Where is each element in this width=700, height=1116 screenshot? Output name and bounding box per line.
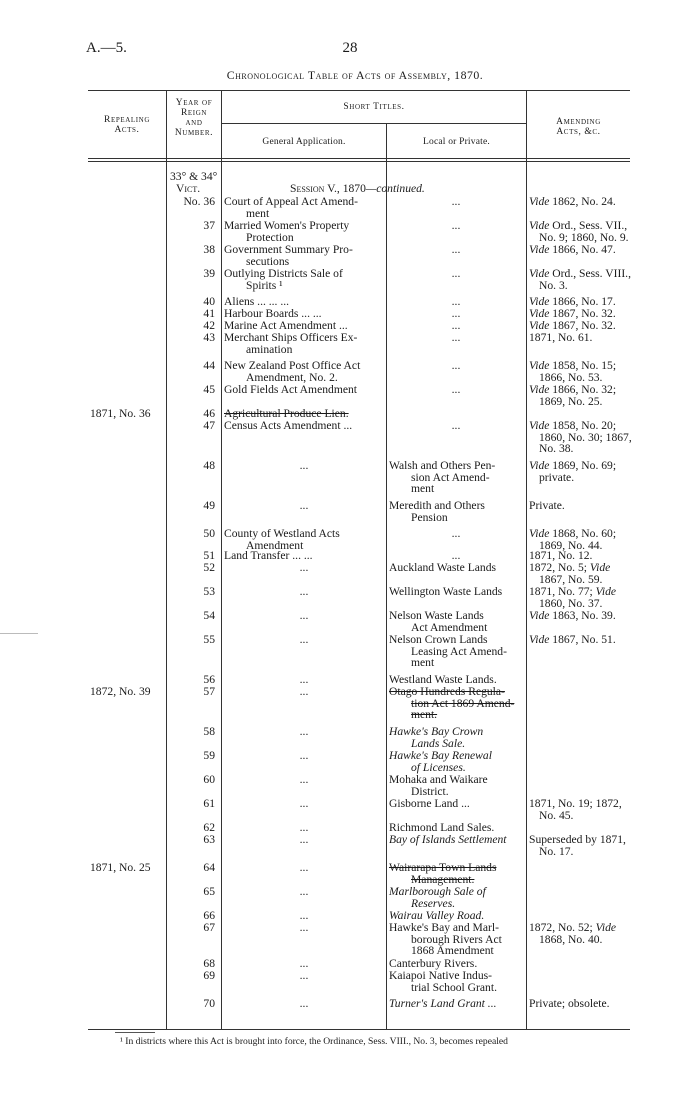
local-title: 1868 Amendment — [411, 944, 494, 957]
general-ellipsis: ... — [299, 561, 309, 574]
general-title: Land Transfer ... ... — [224, 549, 313, 562]
act-number: 59 — [203, 749, 215, 762]
local-title: ment. — [411, 708, 438, 721]
page-number: 28 — [342, 40, 358, 56]
act-number: 58 — [203, 725, 215, 738]
act-number: 46 — [203, 407, 215, 420]
general-title: Merchant Ships Officers Ex- — [224, 331, 358, 344]
act-number: 57 — [203, 685, 215, 698]
general-title: Protection — [246, 230, 294, 244]
short-titles-subrule — [221, 123, 526, 124]
act-number: 60 — [203, 773, 215, 786]
session-heading — [290, 183, 425, 195]
general-title: Spirits ¹ — [246, 278, 283, 292]
page-title: Chronological Table of Acts of Assembly, 1870. — [226, 68, 484, 82]
local-ellipsis: ... — [451, 331, 461, 344]
general-title: Court of Appeal Act Amend- — [224, 195, 358, 208]
amending-act: Vide 1867, No. 32. — [529, 319, 616, 332]
act-number: 45 — [203, 383, 215, 396]
general-title: secutions — [246, 254, 290, 268]
general-title: Aliens ... ... ... — [224, 295, 290, 308]
act-number: 63 — [203, 833, 215, 846]
act-number: 40 — [203, 295, 215, 308]
local-title: Westland Waste Lands. — [389, 673, 497, 686]
local-ellipsis: ... — [451, 527, 461, 540]
footnote-divider — [115, 1032, 155, 1033]
local-title: Wellington Waste Lands — [389, 585, 503, 598]
act-number: 62 — [203, 821, 215, 834]
amending-act: 1872, No. 5; Vide — [529, 561, 611, 574]
amending-act: Vide 1858, No. 15; — [529, 359, 617, 372]
amending-act: Vide Ord., Sess. VIII., — [529, 267, 631, 280]
local-title: Nelson Waste Lands — [389, 609, 484, 622]
general-ellipsis: ... — [299, 773, 309, 786]
local-ellipsis: ... — [451, 359, 461, 372]
amending-act: 1871, No. 19; 1872, — [529, 797, 622, 810]
col-divider-2 — [221, 90, 222, 1029]
regnal-year: 33° & 34° — [170, 170, 218, 183]
general-title: Marine Act Amendment ... — [224, 319, 348, 332]
local-title: Canterbury Rivers. — [389, 957, 478, 970]
amending-act: Vide 1866, No. 47. — [529, 243, 616, 256]
local-title: ment — [411, 482, 435, 495]
local-ellipsis: ... — [451, 383, 461, 396]
general-title: Gold Fields Act Amendment — [224, 383, 357, 396]
act-number: 56 — [203, 673, 215, 686]
act-number: 51 — [203, 549, 215, 562]
act-number: 70 — [203, 997, 215, 1010]
header-repealing: Repealing Acts. — [104, 115, 150, 135]
general-title: Amendment, No. 2. — [246, 370, 338, 384]
act-number: 64 — [203, 861, 215, 874]
amending-act: Vide Ord., Sess. VII., — [529, 219, 628, 232]
general-title: Outlying Districts Sale of — [224, 267, 343, 280]
amending-act: 1868, No. 40. — [539, 932, 603, 946]
local-ellipsis: ... — [451, 243, 461, 256]
amending-act: Vide 1866, No. 32; — [529, 383, 617, 396]
local-title: District. — [411, 784, 449, 798]
act-number: 53 — [203, 585, 215, 598]
local-title: Otago Hundreds Regula- — [389, 685, 505, 698]
margin-mark — [0, 633, 38, 634]
amending-act: 1872, No. 52; Vide — [529, 921, 617, 934]
local-title: Hawke's Bay and Marl- — [389, 921, 499, 934]
local-title: Bay of Islands Settlement — [389, 833, 507, 846]
general-ellipsis: ... — [299, 673, 309, 686]
amending-act: 1860, No. 37. — [539, 596, 603, 610]
local-title: Mohaka and Waikare — [389, 773, 488, 786]
general-ellipsis: ... — [299, 969, 309, 982]
act-number: 41 — [203, 307, 215, 320]
general-ellipsis: ... — [299, 861, 309, 874]
local-ellipsis: ... — [451, 419, 461, 432]
amending-act: Superseded by 1871, — [529, 833, 626, 846]
col-divider-3 — [386, 123, 387, 1029]
general-ellipsis: ... — [299, 633, 309, 646]
general-ellipsis: ... — [299, 921, 309, 934]
local-title: sion Act Amend- — [411, 470, 490, 484]
general-ellipsis: ... — [299, 885, 309, 898]
amending-act: 1867, No. 59. — [539, 572, 603, 586]
local-title: Pension — [411, 510, 448, 524]
local-title: Reserves. — [411, 896, 456, 910]
act-number: 50 — [203, 527, 215, 540]
local-title: Turner's Land Grant ... — [389, 997, 497, 1010]
amending-act: 1869, No. 25. — [539, 394, 603, 408]
amending-act: Vide 1862, No. 24. — [529, 195, 616, 208]
amending-act: Vide 1868, No. 60; — [529, 527, 617, 540]
general-ellipsis: ... — [299, 585, 309, 598]
amending-act: Vide 1869, No. 69; — [529, 459, 617, 472]
session-continued: —continued. — [365, 182, 425, 195]
general-title: amination — [246, 342, 293, 356]
local-title: Wairarapa Town Lands — [389, 861, 497, 874]
act-number: 52 — [203, 561, 215, 574]
table-bottom-rule — [88, 1029, 630, 1030]
general-title: Harbour Boards ... ... — [224, 307, 322, 320]
general-title: Amendment — [246, 538, 304, 552]
act-number: 55 — [203, 633, 215, 646]
general-ellipsis: ... — [299, 909, 309, 922]
session-label: Session V., 1870 — [290, 182, 366, 195]
amending-act: Vide 1867, No. 32. — [529, 307, 616, 320]
col-divider-4 — [526, 90, 527, 1029]
local-title: of Licenses. — [411, 760, 466, 774]
header-general-application: General Application. — [262, 137, 346, 147]
local-ellipsis: ... — [451, 195, 461, 208]
local-title: Richmond Land Sales. — [389, 821, 495, 834]
local-title: Meredith and Others — [389, 499, 485, 512]
local-title: trial School Grant. — [411, 980, 497, 994]
local-title: Kaiapoi Native Indus- — [389, 969, 493, 982]
general-title: Census Acts Amendment ... — [224, 419, 353, 432]
general-ellipsis: ... — [299, 685, 309, 698]
act-number: 66 — [203, 909, 215, 922]
header-year: Year of Reign and Number. — [174, 98, 214, 138]
local-title: ment — [411, 656, 435, 669]
local-title: Auckland Waste Lands — [389, 561, 497, 574]
act-number: 68 — [203, 957, 215, 970]
act-number: 38 — [203, 243, 215, 256]
header-short-titles: Short Titles. — [343, 102, 405, 112]
local-ellipsis: ... — [451, 295, 461, 308]
amending-act: 1871, No. 61. — [529, 331, 593, 344]
general-ellipsis: ... — [299, 749, 309, 762]
act-number: 67 — [203, 921, 215, 934]
general-ellipsis: ... — [299, 821, 309, 834]
amending-act: No. 45. — [539, 808, 574, 822]
local-title: Gisborne Land ... — [389, 797, 470, 810]
table-top-rule — [88, 90, 630, 91]
local-title: tion Act 1869 Amend- — [411, 696, 515, 710]
amending-act: Private; obsolete. — [529, 997, 610, 1010]
local-ellipsis: ... — [451, 267, 461, 280]
amending-act: 1866, No. 53. — [539, 370, 603, 384]
amending-act: No. 9; 1860, No. 9. — [539, 230, 629, 244]
general-ellipsis: ... — [299, 957, 309, 970]
general-ellipsis: ... — [299, 833, 309, 846]
local-title: Hawke's Bay Renewal — [389, 749, 492, 762]
act-number: 48 — [203, 459, 215, 472]
header-amending: Amending Acts, &c. — [556, 117, 601, 137]
local-title: Nelson Crown Lands — [389, 633, 488, 646]
local-title: Lands Sale. — [411, 736, 466, 750]
amending-act: 1869, No. 44. — [539, 538, 603, 552]
general-ellipsis: ... — [299, 459, 309, 472]
local-ellipsis: ... — [451, 549, 461, 562]
local-ellipsis: ... — [451, 307, 461, 320]
general-title: Agricultural Produce Lien. — [224, 407, 349, 420]
general-ellipsis: ... — [299, 499, 309, 512]
amending-act: private. — [539, 470, 575, 484]
amending-act: Vide 1867, No. 51. — [529, 633, 616, 646]
amending-act: Private. — [529, 499, 565, 512]
general-ellipsis: ... — [299, 797, 309, 810]
general-ellipsis: ... — [299, 609, 309, 622]
amending-act: Vide 1863, No. 39. — [529, 609, 616, 622]
repealing-act: 1871, No. 36 — [90, 407, 151, 420]
act-number: 44 — [203, 359, 215, 372]
general-title: Government Summary Pro- — [224, 243, 353, 256]
repealing-act: 1872, No. 39 — [90, 685, 151, 698]
amending-act: No. 38. — [539, 442, 574, 455]
act-number: 39 — [203, 267, 215, 280]
act-number: 69 — [203, 969, 215, 982]
general-title: New Zealand Post Office Act — [224, 359, 361, 372]
act-number: 54 — [203, 609, 215, 622]
amending-act: 1871, No. 77; Vide — [529, 585, 617, 598]
local-title: Act Amendment — [411, 620, 488, 634]
regnal-vict: Vict. — [176, 182, 201, 195]
act-number: 42 — [203, 319, 215, 332]
local-title: Walsh and Others Pen- — [389, 459, 496, 472]
local-title: borough Rivers Act — [411, 932, 502, 946]
header-local-private: Local or Private. — [423, 137, 490, 147]
act-number: 47 — [203, 419, 215, 432]
amending-act: No. 3. — [539, 278, 568, 292]
general-title: County of Westland Acts — [224, 527, 340, 540]
act-number: 49 — [203, 499, 215, 512]
act-number: 43 — [203, 331, 215, 344]
amending-act: Vide 1858, No. 20; — [529, 419, 617, 432]
local-ellipsis: ... — [451, 219, 461, 232]
general-title: ment — [246, 206, 270, 220]
local-title: Leasing Act Amend- — [411, 644, 507, 658]
general-title: Married Women's Property — [224, 219, 350, 232]
local-title: Management. — [411, 872, 475, 886]
local-ellipsis: ... — [451, 319, 461, 332]
amending-act: Vide 1866, No. 17. — [529, 295, 616, 308]
act-number: 37 — [203, 219, 215, 232]
local-title: Wairau Valley Road. — [389, 909, 485, 922]
repealing-act: 1871, No. 25 — [90, 861, 151, 874]
local-title: Hawke's Bay Crown — [389, 725, 484, 738]
amending-act: 1871, No. 12. — [529, 549, 593, 562]
local-title: Marlborough Sale of — [389, 885, 486, 898]
footnote: ¹ In districts where this Act is brought into force, the Ordinance, Sess. VIII., No. 3, becomes repealed — [120, 1036, 508, 1047]
act-number: 61 — [203, 797, 215, 810]
act-number: 65 — [203, 885, 215, 898]
amending-act: 1860, No. 30; 1867, — [539, 430, 632, 444]
header-bottom-rule — [88, 158, 630, 159]
page-reference: A.—5. — [86, 40, 127, 56]
act-number: No. 36 — [183, 195, 215, 208]
amending-act: No. 17. — [539, 844, 574, 858]
general-ellipsis: ... — [299, 997, 309, 1010]
general-ellipsis: ... — [299, 725, 309, 738]
